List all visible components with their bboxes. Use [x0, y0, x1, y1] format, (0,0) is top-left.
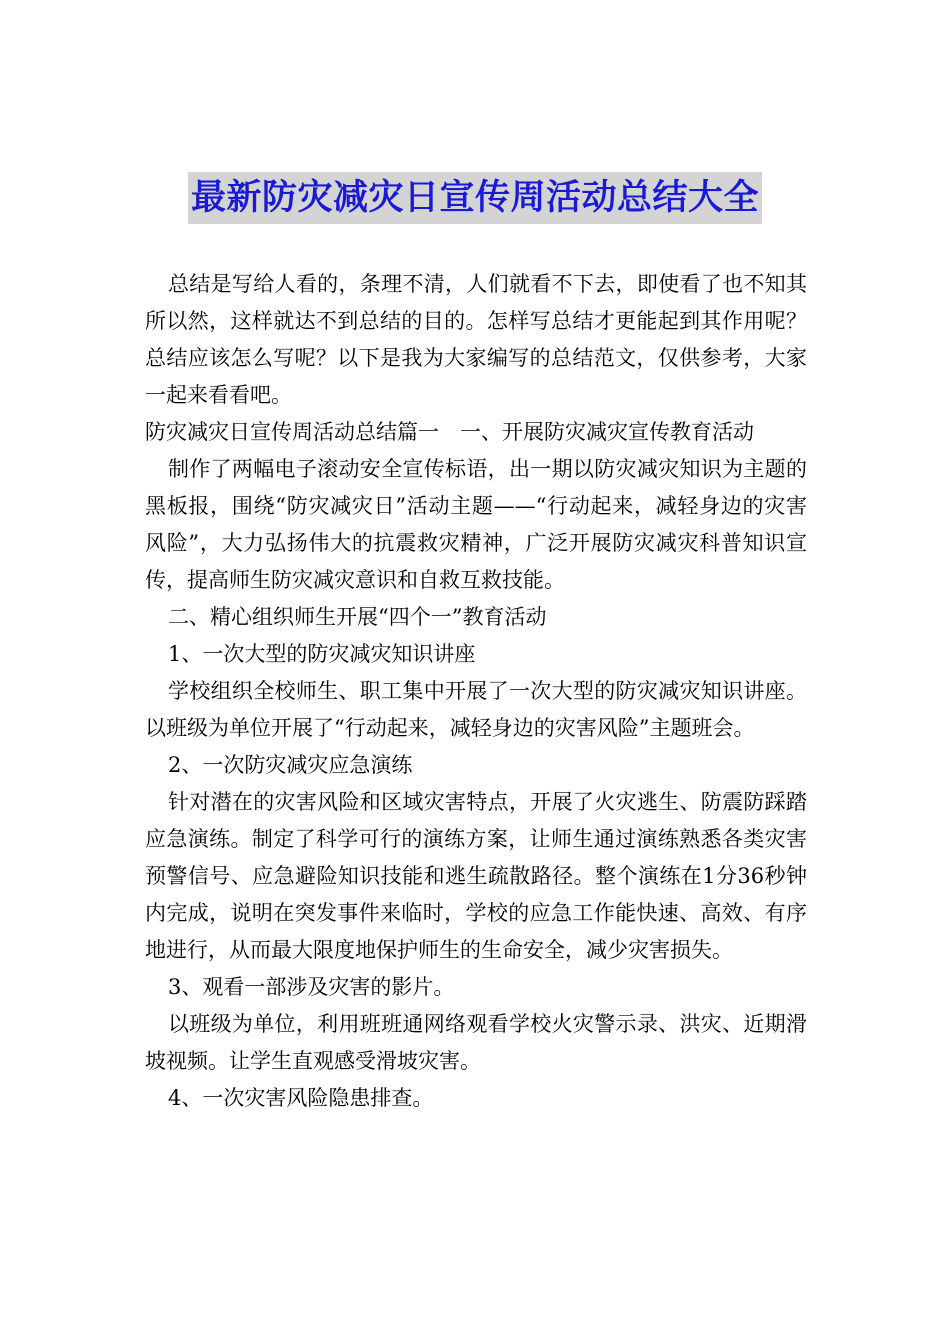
section-heading: 二、精心组织师生开展“四个一”教育活动	[168, 605, 547, 629]
list-item-heading: 2、一次防灾减灾应急演练	[168, 753, 413, 777]
list-item-heading: 1、一次大型的防灾减灾知识讲座	[168, 642, 476, 666]
intro-paragraph: 总结是写给人看的，条理不清，人们就看不下去，即使看了也不知其所以然，这样就达不到总结的目的。怎样写总结才更能起到其作用呢？总结应该怎么写呢？以下是我为大家编写的总结范文，仅供参考，大家一起来看看吧。	[145, 272, 807, 407]
body-paragraph: 针对潜在的灾害风险和区域灾害特点，开展了火灾逃生、防震防踩踏应急演练。制定了科学可行的演练方案，让师生通过演练熟悉各类灾害预警信号、应急避险知识技能和逃生疏散路径。整个演练在1分36秒钟内完成，说明在突发事件来临时，学校的应急工作能快速、高效、有序地进行，从而最大限度地保护师生的生命安全，减少灾害损失。	[145, 790, 807, 962]
document-title: 最新防灾减灾日宣传周活动总结大全	[188, 172, 762, 224]
body-paragraph: 学校组织全校师生、职工集中开展了一次大型的防灾减灾知识讲座。以班级为单位开展了“行动起来，减轻身边的灾害风险”主题班会。	[145, 679, 807, 740]
title-area	[0, 172, 950, 224]
body-paragraph: 制作了两幅电子滚动安全宣传标语，出一期以防灾减灾知识为主题的黑板报，围绕“防灾减灾日”活动主题——“行动起来，减轻身边的灾害风险”，大力弘扬伟大的抗震救灾精神，广泛开展防灾减灾科普知识宣传，提高师生防灾减灾意识和自救互救技能。	[145, 457, 807, 592]
body-paragraph: 以班级为单位，利用班班通网络观看学校火灾警示录、洪灾、近期滑坡视频。让学生直观感受滑坡灾害。	[145, 1012, 807, 1073]
section-heading-paragraph: 防灾减灾日宣传周活动总结篇一 一、开展防灾减灾宣传教育活动	[145, 420, 754, 444]
list-item-heading: 4、一次灾害风险隐患排查。	[168, 1086, 434, 1110]
document-body	[145, 266, 807, 1117]
list-item-heading: 3、观看一部涉及灾害的影片。	[168, 975, 455, 999]
